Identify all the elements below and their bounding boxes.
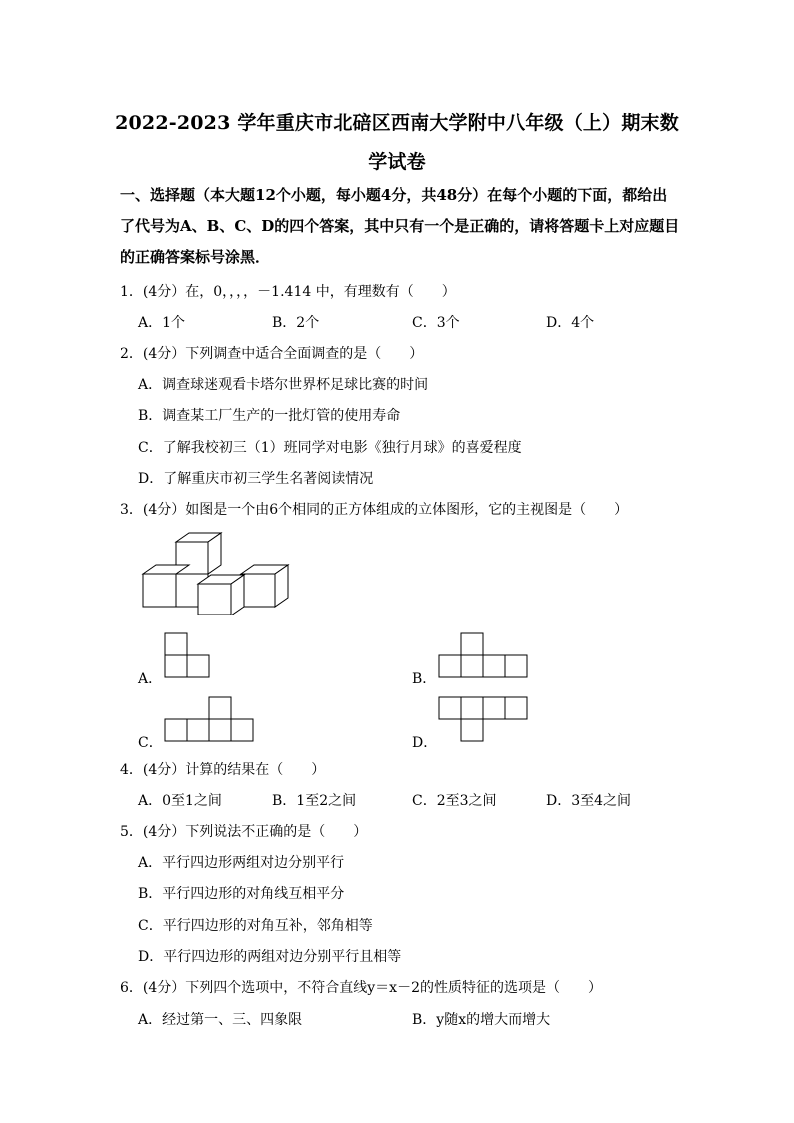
question-6-option-a: A．经过第一、三、四象限 [138,1012,303,1028]
question-3-option-a-label: A． [138,671,163,687]
question-2-option-c: C．了解我校初三（1）班同学对电影《独行月球》的喜爱程度 [138,440,522,456]
question-1-option-c: C．3个 [412,315,460,331]
exam-title-line1: 2022-2023 学年重庆市北碚区西南大学附中八年级（上）期末数 [115,112,679,134]
question-2-option-d: D．了解重庆市初三学生名著阅读情况 [138,471,374,487]
question-4-option-a: A．0至1之间 [138,793,222,809]
question-4-stem: 4．(4分）计算的结果在（ ） [120,762,326,778]
question-1-option-b: B．2个 [272,315,320,331]
question-4-option-d: D．3至4之间 [546,793,632,809]
option-c-front-view [164,696,258,742]
question-5-option-a: A．平行四边形两组对边分别平行 [138,855,345,871]
question-6-stem: 6．(4分）下列四个选项中，不符合直线y＝x－2的性质特征的选项是（ ） [120,980,602,996]
question-3-option-c-label: C． [138,735,163,751]
option-b-front-view [438,632,532,678]
question-5-option-b: B．平行四边形的对角线互相平分 [138,886,345,902]
option-a-front-view [164,632,212,678]
question-6-option-b: B．y随x的增大而增大 [412,1012,551,1028]
question-3-stem: 3．(4分）如图是一个由6个相同的正方体组成的立体图形，它的主视图是（ ） [120,502,629,518]
question-3-option-d-label: D． [412,735,438,751]
question-4-option-c: C．2至3之间 [412,793,497,809]
option-d-front-view [438,696,532,742]
question-2-option-a: A．调查球迷观看卡塔尔世界杯足球比赛的时间 [138,377,429,393]
question-1-option-a: A．1个 [138,315,186,331]
question-5-option-c: C．平行四边形的对角互补，邻角相等 [138,918,373,934]
question-1-option-d: D．4个 [546,315,595,331]
question-5-option-d: D．平行四边形的两组对边分别平行且相等 [138,949,402,965]
cube-solid-figure [138,530,298,615]
section-1-instructions: 一、选择题（本大题12个小题，每小题4分，共48分）在每个小题的下面，都给出了代号为A、B、C、D的四个答案，其中只有一个是正确的，请将答题卡上对应题目的正确答案标号涂黑． [120,186,680,266]
question-1-stem: 1．(4分）在，0，，，，－1.414 中，有理数有（ ） [120,284,456,300]
question-5-stem: 5．(4分）下列说法不正确的是（ ） [120,824,368,840]
question-3-option-b-label: B． [412,671,437,687]
question-2-stem: 2．(4分）下列调查中适合全面调查的是（ ） [120,346,424,362]
question-4-option-b: B．1至2之间 [272,793,357,809]
question-2-option-b: B．调查某工厂生产的一批灯管的使用寿命 [138,408,401,424]
exam-title-line2: 学试卷 [368,151,426,173]
